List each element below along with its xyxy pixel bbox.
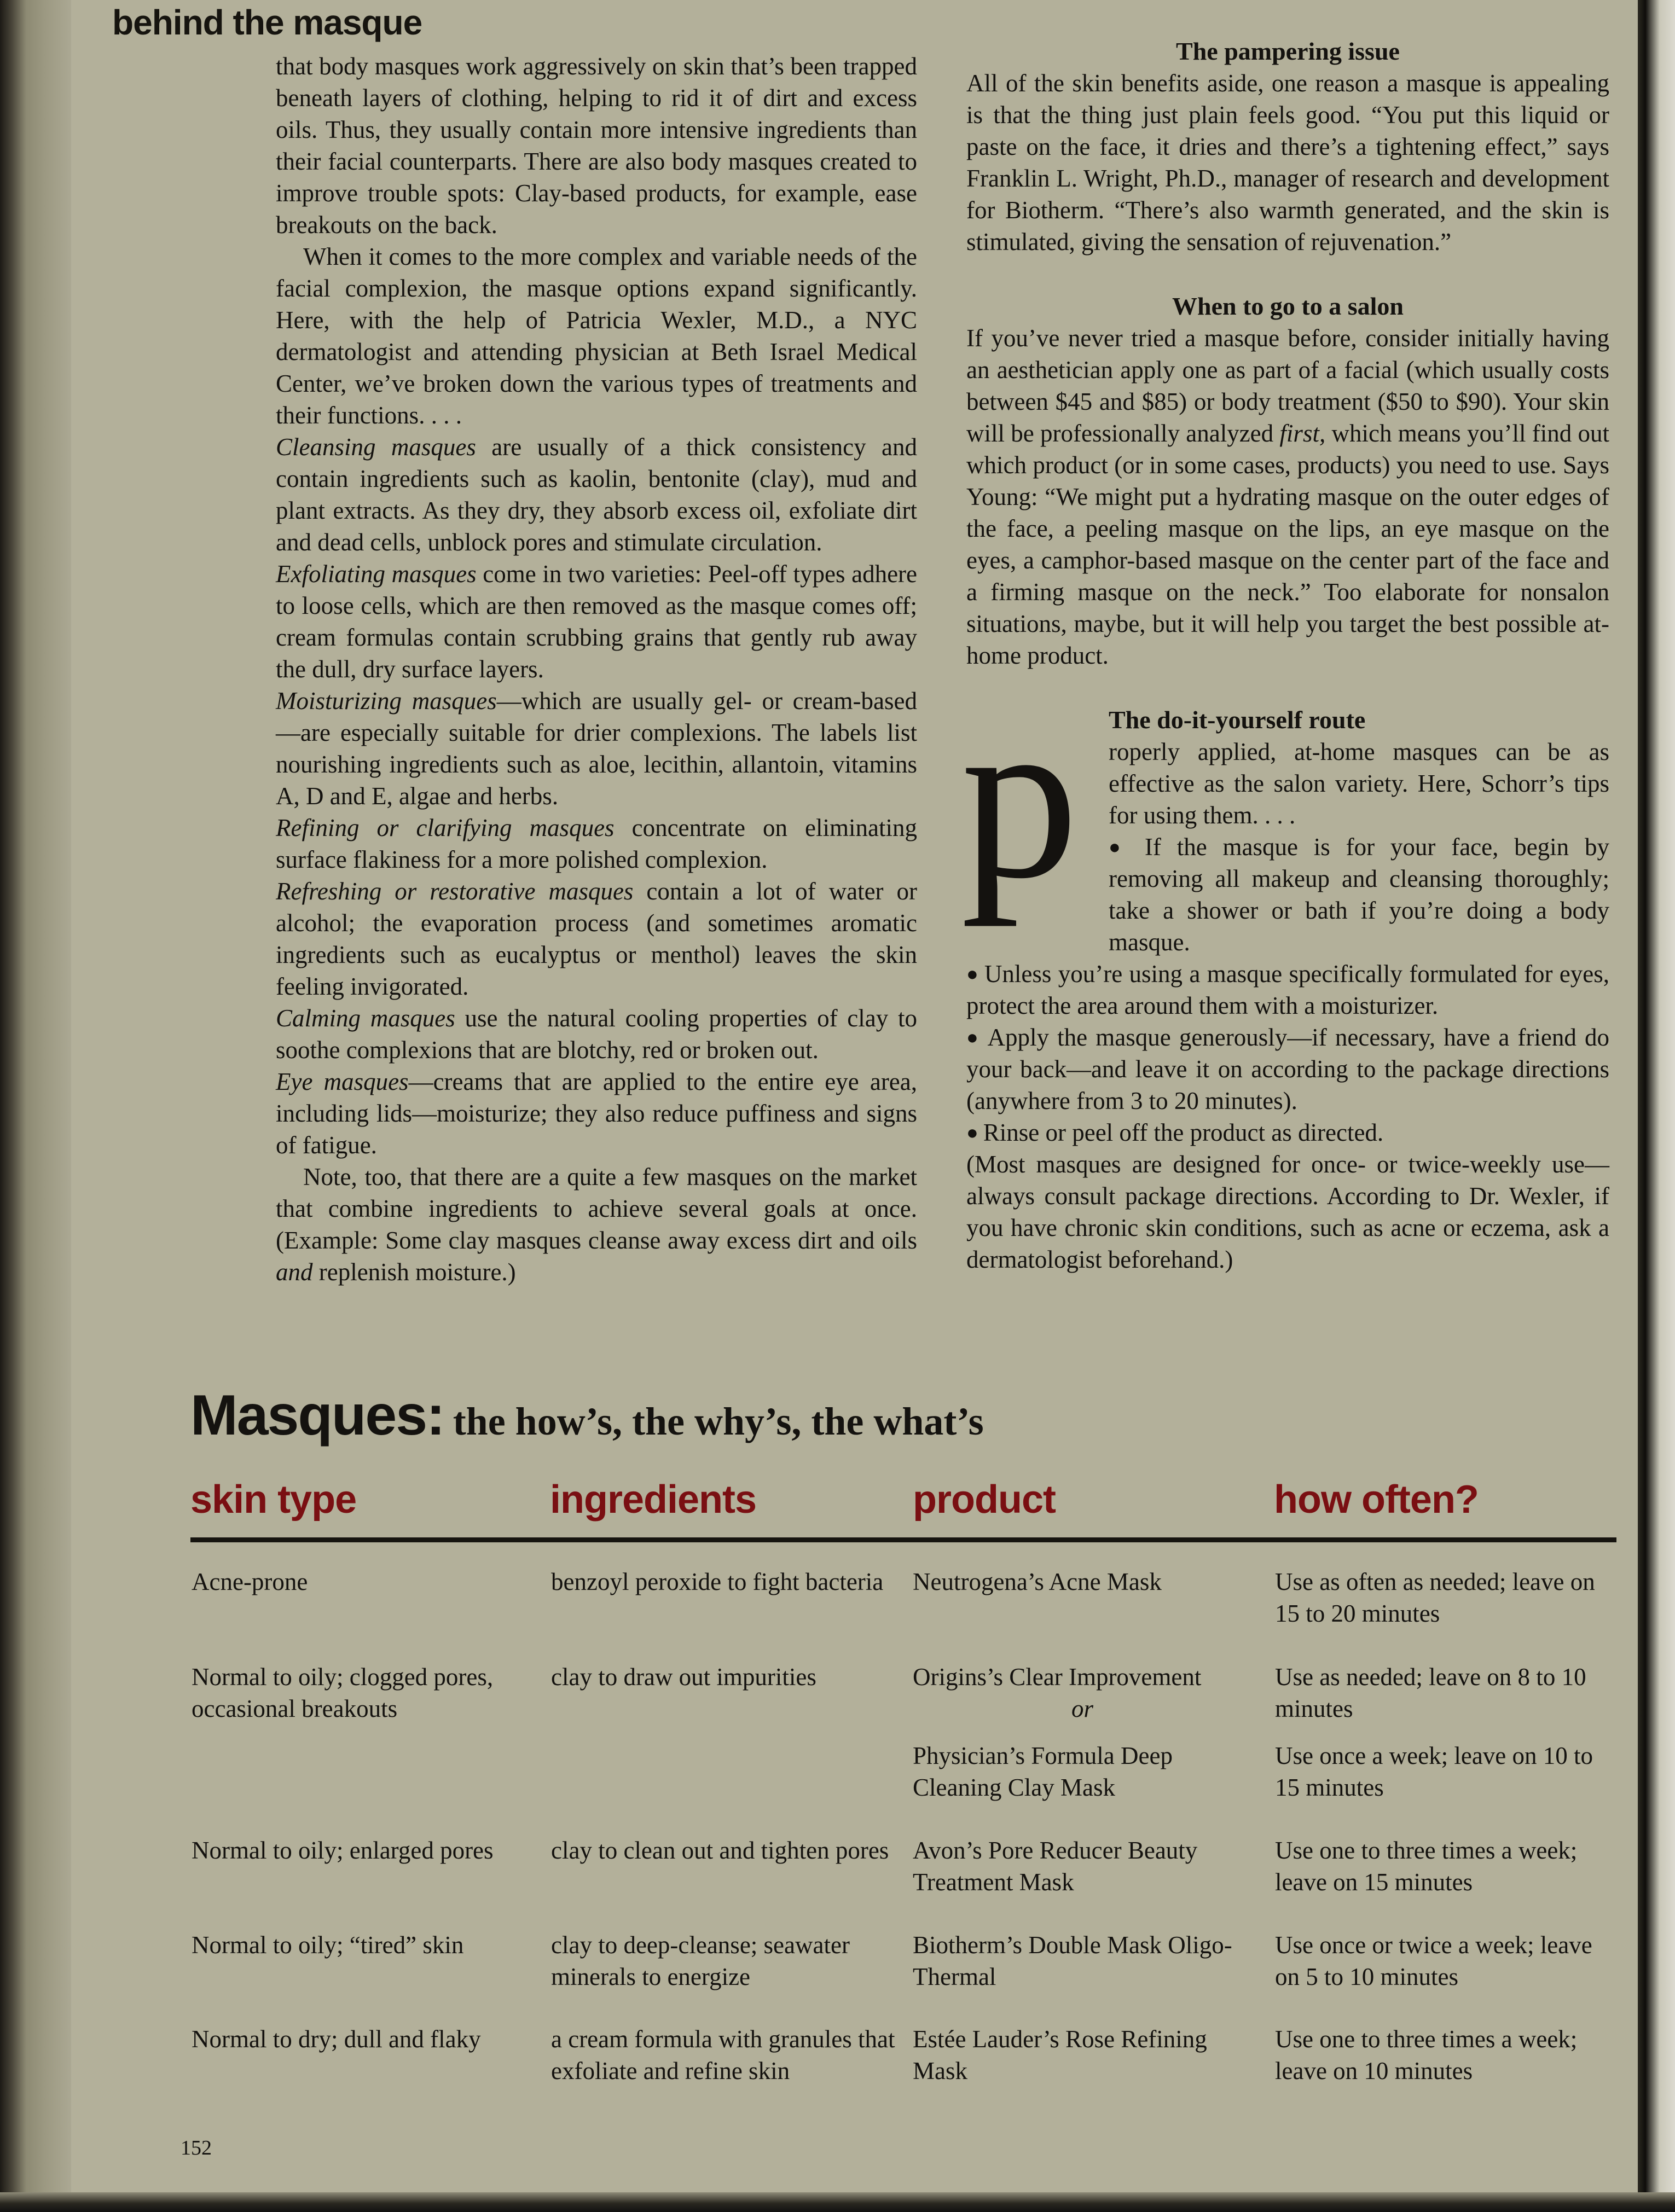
masque-type-term: Moisturizing masques [276, 687, 497, 715]
masque-type-term: Refining or clarifying masques [276, 814, 615, 841]
masque-type-exfoliating: Exfoliating masques come in two varieties: Peel-off types adhere to loose cells, which are then removed as the masque comes off; cream formulas contain scrubbing grains that gently rub away the dull, dry surface layers. [276, 560, 918, 683]
body-paragraph: (Most masques are designed for once- or twice-weekly use—always consult package directions. According to Dr. Wexler, if you have chronic skin conditions, such as acne or eczema, ask a dermatologist beforehand.) [966, 1151, 1609, 1273]
column-header-how-often: how often? [1274, 1478, 1479, 1522]
cell-skin-type: Normal to dry; dull and flaky [192, 2025, 481, 2053]
masque-type-calming: Calming masques use the natural cooling properties of clay to soothe complexions that are blotchy, red or broken out. [276, 1005, 917, 1064]
cell-product: Biotherm’s Double Mask Oligo-Thermal [913, 1931, 1232, 1990]
body-paragraph: Note, too, that there are a quite a few masques on the market that combine ingredients to achieve several goals at once. (Example: Some clay masques cleanse away excess dirt and oils and replenish moisture.) [276, 1163, 917, 1286]
page-number: 152 [181, 2136, 212, 2159]
header-rule [190, 1537, 1616, 1542]
diy-section [961, 667, 1610, 1275]
column-header-product: product [913, 1478, 1056, 1522]
masque-type-refining: Refining or clarifying masques concentrate on eliminating surface flakiness for a more polished complexion. [276, 814, 917, 873]
tip-bullet: ● Rinse or peel off the product as directed. [966, 1117, 1609, 1148]
cell-ingredients: clay to clean out and tighten pores [551, 1837, 889, 1864]
column-header-skin-type: skin type [190, 1478, 357, 1522]
left-column [276, 50, 917, 1288]
tip-bullet: ● Unless you’re using a masque specifically formulated for eyes, protect the area around them with a moisturizer. [966, 958, 1609, 1021]
column-header-ingredients: ingredients [550, 1478, 757, 1522]
body-paragraph: All of the skin benefits aside, one reason a masque is appealing is that the thing just plain feels good. “You put this liquid or paste on the face, it dries and there’s a tightening effect,” says Franklin L. Wright, Ph.D., manager of research and development for Biotherm. “There’s also warmth generated, and the skin is stimulated, giving the sensation of rejuvenation.” [966, 69, 1609, 256]
body-paragraph: When it comes to the more complex and variable needs of the facial complexion, the masque options expand significantly. Here, with the help of Patricia Wexler, M.D., a NYC dermatologist and attending physician at Beth Israel Medical Center, we’ve broken down the various types of treatments and their functions. . . . [276, 243, 917, 429]
masque-type-moisturizing: Moisturizing masques—which are usually gel- or cream-based—are especially suitable for drier complexions. The labels list nourishing ingredients such as aloe, lecithin, allantoin, vitamins A, D and E, algae and herbs. [276, 687, 917, 810]
table-title-main: Masques: [190, 1384, 444, 1447]
cell-product: Neutrogena’s Acne Mask [913, 1568, 1162, 1595]
cell-product: Estée Lauder’s Rose Refining Mask [913, 2025, 1207, 2085]
masque-type-term: Eye masques [276, 1068, 409, 1095]
cell-how-often: Use once a week; leave on 10 to 15 minutes [1275, 1742, 1593, 1801]
drop-cap: p [961, 667, 1079, 927]
section-heading: The pampering issue [1176, 37, 1400, 65]
cell-product-or: or [1071, 1695, 1093, 1722]
page-binding-left [0, 0, 71, 2212]
masque-type-refreshing: Refreshing or restorative masques contain a lot of water or alcohol; the evaporation process (and sometimes aromatic ingredients such as eucalyptus or menthol) leaves the skin feeling invigorated. [276, 878, 917, 1000]
tip-bullet: ● If the masque is for your face, begin by removing all makeup and cleansing thoroughly; take a shower or bath if you’re doing a body masque. [966, 831, 1609, 958]
page-edge-bottom [0, 2192, 1675, 2212]
cell-skin-type: Acne-prone [192, 1568, 308, 1595]
cell-ingredients: benzoyl peroxide to fight bacteria [551, 1568, 884, 1595]
cell-product: Physician’s Formula Deep Cleaning Clay Mask [913, 1742, 1173, 1801]
right-column [961, 36, 1610, 1275]
cell-ingredients: clay to draw out impurities [551, 1663, 816, 1691]
cell-product: Avon’s Pore Reducer Beauty Treatment Mask [913, 1837, 1198, 1896]
section-heading: When to go to a salon [1172, 292, 1404, 320]
cell-ingredients: clay to deep-cleanse; seawater minerals to energize [551, 1931, 850, 1990]
cell-ingredients: a cream formula with granules that exfoliate and refine skin [551, 2025, 895, 2085]
masque-type-eye: Eye masques—creams that are applied to the entire eye area, including lids—moisturize; they also reduce puffiness and signs of fatigue. [276, 1068, 917, 1159]
cell-how-often: Use as often as needed; leave on 15 to 20 minutes [1275, 1568, 1595, 1627]
running-header: behind the masque [112, 3, 422, 42]
body-paragraph: that body masques work aggressively on skin that’s been trapped beneath layers of clothing, helping to rid it of dirt and excess oils. Thus, they usually contain more intensive ingredients than their facial counterparts. There are also body masques created to improve trouble spots: Clay-based products, for example, ease breakouts on the back. [276, 53, 917, 239]
body-paragraph: If you’ve never tried a masque before, consider initially having an aesthetician apply one as part of a facial (which usually costs between $45 and $85) or body treatment ($50 to $90). Your skin will be professionally analyzed first, which means you’ll find out which product (or in some cases, products) you need to use. Says Young: “We might put a hydrating masque on the outer edges of the face, a peeling masque on the lips, an eye masque on the eyes, a camphor-based masque on the center part of the face and a firming masque on the neck.” Too elaborate for nonsalon situations, maybe, but it will help you target the best possible at-home product. [966, 324, 1609, 669]
cell-how-often: Use one to three times a week; leave on 10 minutes [1275, 2025, 1578, 2085]
masque-type-term: Refreshing or restorative masques [276, 878, 634, 905]
tip-bullet: ● Apply the masque generously—if necessary, have a friend do your back—and leave it on according to the package directions (anywhere from 3 to 20 minutes). [966, 1021, 1609, 1117]
cell-how-often: Use as needed; leave on 8 to 10 minutes [1275, 1663, 1586, 1722]
section-heading: The do-it-yourself route [1109, 706, 1366, 734]
page-edge-right [1638, 0, 1675, 2212]
masque-type-cleansing: Cleansing masques are usually of a thick consistency and contain ingredients such as kaolin, bentonite (clay), mud and plant extracts. As they dry, they absorb excess oil, exfoliate dirt and dead cells, unblock pores and stimulate circulation. [276, 433, 918, 556]
table-title-sub: the how’s, the why’s, the what’s [453, 1400, 984, 1443]
cell-how-often: Use one to three times a week; leave on 15 minutes [1275, 1837, 1578, 1896]
table-title [190, 1383, 984, 1448]
cell-skin-type: Normal to oily; enlarged pores [192, 1837, 494, 1864]
masque-type-term: Exfoliating masques [276, 560, 477, 588]
cell-skin-type: Normal to oily; “tired” skin [192, 1931, 464, 1959]
cell-product: Origins’s Clear Improvement [913, 1663, 1202, 1691]
body-paragraph: roperly applied, at-home masques can be as effective as the salon variety. Here, Schorr’s tips for using them. . . . [1109, 738, 1609, 829]
masque-type-term: Calming masques [276, 1005, 455, 1032]
cell-how-often: Use once or twice a week; leave on 5 to 10 minutes [1275, 1931, 1592, 1990]
cell-skin-type: Normal to oily; clogged pores, occasional breakouts [192, 1663, 494, 1722]
masque-type-term: Cleansing masques [276, 433, 476, 461]
